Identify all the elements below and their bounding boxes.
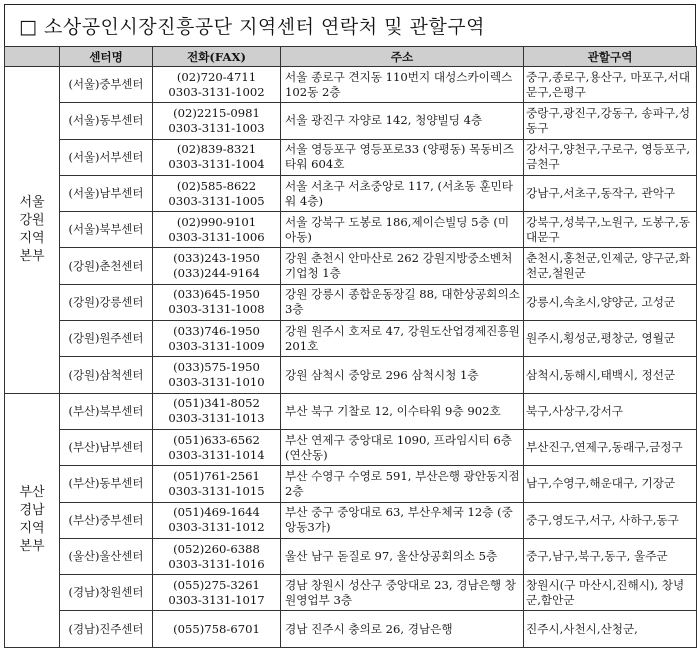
center-name-cell: (강원)삼척센터 [60, 357, 153, 393]
phone-number: 0303-3131-1005 [168, 193, 265, 208]
header-row [5, 47, 697, 67]
area-cell: 남구,수영구,해운대구, 기장군 [524, 466, 697, 502]
area-cell: 강북구,성북구,노원구, 도봉구,동대문구 [524, 212, 697, 248]
phone-number: 0303-3131-1002 [168, 84, 265, 99]
area-cell: 중구,영도구,서구, 사하구,동구 [524, 502, 697, 538]
area-cell: 부산진구,연제구,동래구,금정구 [524, 429, 697, 465]
region-label-line: 서울 [19, 194, 45, 210]
table-row [5, 103, 697, 139]
area-cell: 강릉시,속초시,양양군, 고성군 [524, 284, 697, 320]
phone-number: (051)633-6562 [173, 432, 260, 447]
document-page [4, 4, 696, 658]
phone-number: 0303-3131-1010 [168, 375, 265, 390]
center-name-cell: (부산)동부센터 [60, 466, 153, 502]
center-name-cell: (강원)춘천센터 [60, 248, 153, 284]
region-label-line: 지역 [19, 521, 45, 537]
phone-number: (033)575-1950 [173, 360, 260, 375]
table-row [5, 284, 697, 320]
phone-number: 0303-3131-1014 [168, 447, 265, 462]
center-name-cell: (강원)원주센터 [60, 321, 153, 357]
phone-number: (051)761-2561 [173, 468, 260, 483]
table-row [5, 175, 697, 211]
table-body [5, 67, 697, 648]
phone-number: (055)758-6701 [173, 621, 260, 636]
phone-number: 0303-3131-1004 [168, 157, 265, 172]
phone-number: (033)645-1950 [173, 287, 260, 302]
area-cell: 북구,사상구,강서구 [524, 393, 697, 429]
center-name-cell: (서울)남부센터 [60, 175, 153, 211]
area-cell: 중구,남구,북구,동구, 울주군 [524, 538, 697, 574]
phone-cell [153, 175, 281, 211]
address-cell: 강원 강릉시 종합운동장길 88, 대한상공회의소 3층 [281, 284, 524, 320]
center-name-cell: (울산)울산센터 [60, 538, 153, 574]
phone-cell [153, 466, 281, 502]
area-cell: 진주시,사천시,산청군, [524, 611, 697, 647]
center-name-cell: (서울)북부센터 [60, 212, 153, 248]
phone-number: 0303-3131-1016 [168, 556, 265, 571]
region-label-line: 본부 [19, 539, 45, 555]
center-name-cell: (부산)중부센터 [60, 502, 153, 538]
address-cell: 서울 서초구 서초중앙로 117, (서초동 훈민타워 4층) [281, 175, 524, 211]
phone-cell [153, 575, 281, 611]
region-label-line: 강원 [19, 212, 45, 228]
phone-number: 0303-3131-1003 [168, 120, 265, 135]
table-row [5, 393, 697, 429]
region-label-line: 부산 [19, 485, 45, 501]
table-row [5, 575, 697, 611]
phone-number: 0303-3131-1015 [168, 483, 265, 498]
region-label-line: 경남 [19, 503, 45, 519]
center-name-cell: (서울)동부센터 [60, 103, 153, 139]
phone-number: (033)243-1950 [173, 251, 260, 266]
area-cell: 삼척시,동해시,태백시, 정선군 [524, 357, 697, 393]
phone-number: (02)839-8321 [176, 142, 257, 157]
table-row [5, 466, 697, 502]
area-cell: 강남구,서초구,동작구, 관악구 [524, 175, 697, 211]
center-name-cell: (경남)창원센터 [60, 575, 153, 611]
page-title: □ 소상공인시장진흥공단 지역센터 연락처 및 관할구역 [19, 16, 485, 38]
center-name-cell: (서울)서부센터 [60, 139, 153, 175]
area-cell: 원주시,횡성군,평창군, 영월군 [524, 321, 697, 357]
region-cell [5, 393, 60, 647]
region-cell [5, 67, 60, 394]
table-row [5, 502, 697, 538]
center-name-cell: (부산)북부센터 [60, 393, 153, 429]
center-name-cell: (강원)강릉센터 [60, 284, 153, 320]
phone-number: (055)275-3261 [173, 577, 260, 592]
header-phone: 전화(FAX) [153, 47, 281, 67]
table-row [5, 321, 697, 357]
table-row [5, 429, 697, 465]
area-cell: 춘천시,홍천군,인제군, 양구군,화천군,철원군 [524, 248, 697, 284]
phone-number: 0303-3131-1006 [168, 229, 265, 244]
phone-cell [153, 538, 281, 574]
phone-number: 0303-3131-1009 [168, 338, 265, 353]
address-cell: 강원 원주시 호저로 47, 강원도산업경제진흥원 201호 [281, 321, 524, 357]
region-label-line: 본부 [19, 248, 45, 264]
center-name-cell: (부산)남부센터 [60, 429, 153, 465]
phone-cell [153, 139, 281, 175]
header-area: 관할구역 [524, 47, 697, 67]
address-cell: 강원 삼척시 중앙로 296 삼척시청 1층 [281, 357, 524, 393]
address-cell: 경남 진주시 충의로 26, 경남은행 [281, 611, 524, 647]
center-name-cell: (경남)진주센터 [60, 611, 153, 647]
table-row [5, 611, 697, 647]
address-cell: 서울 종로구 견지동 110번지 대성스카이렉스 102동 2층 [281, 67, 524, 103]
address-cell: 부산 수영구 수영로 591, 부산은행 광안동지점 2층 [281, 466, 524, 502]
phone-number: 0303-3131-1012 [168, 520, 265, 535]
phone-cell [153, 103, 281, 139]
table-row [5, 212, 697, 248]
address-cell: 경남 창원시 성산구 중앙대로 23, 경남은행 창원영업부 3층 [281, 575, 524, 611]
table-row [5, 538, 697, 574]
area-cell: 창원시(구 마산시,진해시), 창녕군,함안군 [524, 575, 697, 611]
table-row [5, 357, 697, 393]
phone-number: (033)746-1950 [173, 323, 260, 338]
phone-cell [153, 393, 281, 429]
phone-cell [153, 284, 281, 320]
phone-number: (033)244-9164 [173, 266, 260, 281]
phone-number: 0303-3131-1013 [168, 411, 265, 426]
phone-number: 0303-3131-1017 [168, 592, 265, 607]
address-cell: 부산 중구 중앙대로 63, 부산우체국 12층 (중앙동3가) [281, 502, 524, 538]
phone-number: (02)585-8622 [176, 178, 257, 193]
phone-number: (052)260-6388 [173, 541, 260, 556]
phone-cell [153, 67, 281, 103]
region-label-line: 지역 [19, 230, 45, 246]
address-cell: 서울 광진구 자양로 142, 청양빌딩 4층 [281, 103, 524, 139]
phone-cell [153, 357, 281, 393]
phone-cell [153, 321, 281, 357]
header-center-name: 센터명 [60, 47, 153, 67]
contact-table [4, 46, 697, 648]
address-cell: 강원 춘천시 안마산로 262 강원지방중소벤처기업청 1층 [281, 248, 524, 284]
phone-number: (02)720-4711 [176, 69, 257, 84]
address-cell: 울산 남구 돋질로 97, 울산상공회의소 5층 [281, 538, 524, 574]
phone-number: (02)990-9101 [176, 214, 257, 229]
area-cell: 중구,종로구,용산구, 마포구,서대문구,은평구 [524, 67, 697, 103]
table-row [5, 248, 697, 284]
phone-cell [153, 611, 281, 647]
title-box [4, 4, 696, 46]
phone-number: (051)341-8052 [173, 396, 260, 411]
phone-number: (051)469-1644 [173, 505, 260, 520]
phone-cell [153, 212, 281, 248]
area-cell: 강서구,양천구,구로구, 영등포구,금천구 [524, 139, 697, 175]
phone-cell [153, 429, 281, 465]
phone-cell [153, 248, 281, 284]
center-name-cell: (서울)중부센터 [60, 67, 153, 103]
address-cell: 부산 연제구 중앙대로 1090, 프라임시티 6층 (연산동) [281, 429, 524, 465]
address-cell: 부산 북구 기찰로 12, 이수타워 9층 902호 [281, 393, 524, 429]
table-row [5, 139, 697, 175]
address-cell: 서울 영등포구 영등포로33 (양평동) 목동비즈타워 604호 [281, 139, 524, 175]
header-address: 주소 [281, 47, 524, 67]
phone-number: (02)2215-0981 [173, 105, 260, 120]
header-region [5, 47, 60, 67]
phone-cell [153, 502, 281, 538]
table-row [5, 67, 697, 103]
phone-number: 0303-3131-1008 [168, 302, 265, 317]
address-cell: 서울 강북구 도봉로 186,제이슨빌딩 5층 (미아동) [281, 212, 524, 248]
area-cell: 중랑구,광진구,강동구, 송파구,성동구 [524, 103, 697, 139]
